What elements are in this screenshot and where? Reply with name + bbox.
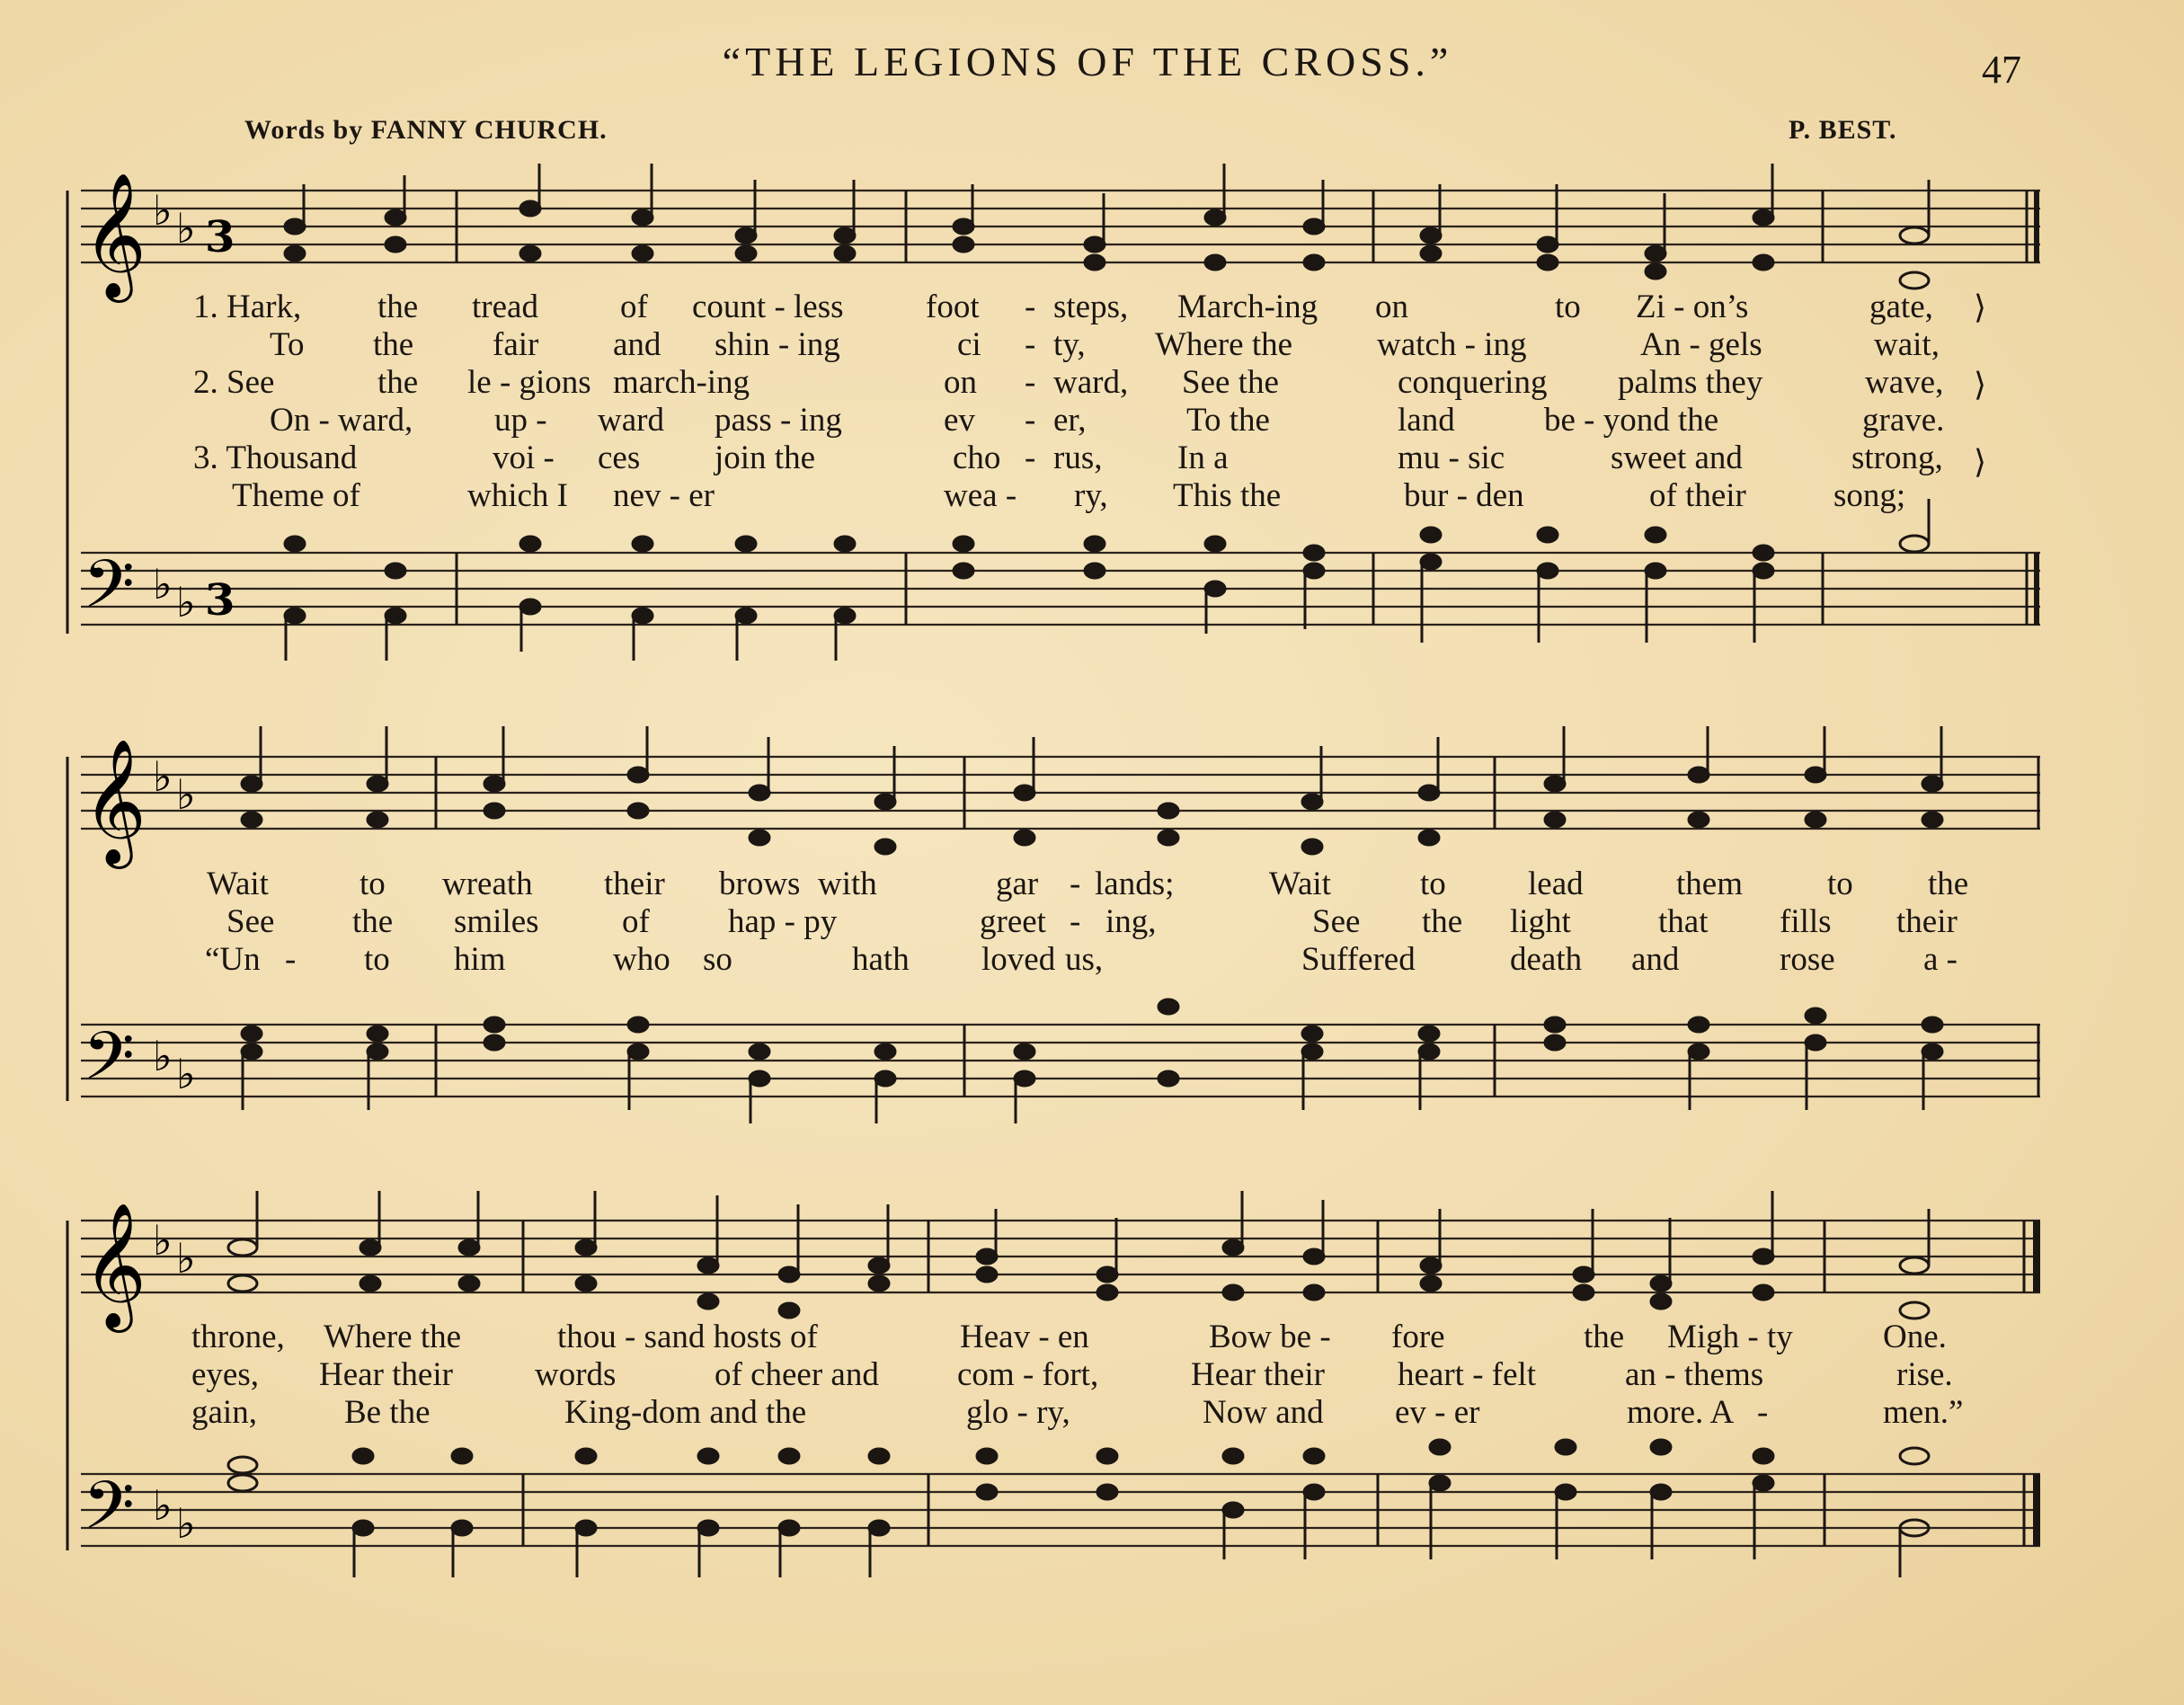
lyric-syllable: nev - er	[613, 477, 715, 514]
lyric-syllable: of their	[1649, 477, 1746, 514]
lyric-syllable: -	[1025, 402, 1036, 439]
lyric-syllable: march-ing	[613, 364, 750, 401]
lyric-syllable: bur - den	[1404, 477, 1524, 514]
lyric-syllable: ci	[957, 326, 981, 363]
lyric-syllable: Be the	[344, 1394, 431, 1431]
notes-treble-2	[242, 726, 1942, 854]
lyric-syllable: land	[1398, 402, 1455, 439]
lyric-syllable: glo - ry,	[966, 1394, 1070, 1431]
lyric-syllable: the	[377, 289, 419, 325]
lyric-syllable: lands;	[1095, 866, 1175, 902]
lyric-syllable: watch - ing	[1377, 326, 1527, 363]
lyric-syllable: ward,	[1053, 364, 1129, 401]
lyric-syllable: rise.	[1896, 1356, 1953, 1393]
lyric-syllable: Theme of	[232, 477, 360, 514]
flat-icon: ♭	[153, 186, 173, 235]
lyric-syllable: to	[1555, 289, 1581, 325]
lyric-syllable: To the	[1186, 402, 1270, 439]
lyric-syllable: words	[535, 1356, 617, 1393]
lyric-syllable: Hear their	[1191, 1356, 1325, 1393]
notes-treble-3	[228, 1191, 1929, 1319]
page-number: 47	[1982, 48, 2021, 92]
bass-clef-icon: 𝄢	[83, 1467, 135, 1561]
lyric-syllable: the	[377, 364, 419, 401]
verse-brace: ⟩	[1974, 444, 1987, 481]
lyric-syllable: wreath	[442, 866, 533, 902]
bass-clef-icon: 𝄢	[83, 1017, 135, 1112]
lyric-syllable: the	[1584, 1319, 1625, 1355]
lyric-syllable: heart - felt	[1398, 1356, 1537, 1393]
lyric-syllable: conquering	[1398, 364, 1548, 401]
lyric-syllable: -	[1757, 1394, 1769, 1431]
lyric-syllable: and	[1631, 941, 1680, 978]
lyric-syllable: shin - ing	[715, 326, 840, 363]
lyric-syllable: men.”	[1883, 1394, 1964, 1431]
lyric-syllable: Bow be -	[1209, 1319, 1331, 1355]
lyric-syllable: strong,	[1851, 440, 1943, 476]
treble-clef-icon: 𝄞	[83, 1203, 146, 1328]
lyric-syllable: -	[1070, 866, 1081, 902]
lyricist-credit: Words by FANNY CHURCH.	[244, 115, 608, 145]
lyric-syllable: See	[226, 903, 275, 940]
lyric-syllable: us,	[1065, 941, 1104, 978]
lyric-syllable: grave.	[1862, 402, 1945, 439]
lyric-syllable: mu - sic	[1398, 440, 1505, 476]
lyric-syllable: the	[1928, 866, 1969, 902]
flat-icon: ♭	[176, 204, 196, 253]
lyric-syllable: -	[1025, 364, 1036, 401]
lyric-syllable: rose	[1780, 941, 1835, 978]
hymn-title: “THE LEGIONS OF THE CROSS.”	[722, 39, 1453, 84]
lyric-syllable: ing,	[1105, 903, 1157, 940]
lyric-syllable: wea -	[944, 477, 1017, 514]
lyric-syllable: of cheer and	[715, 1356, 879, 1393]
lyric-syllable: Zi - on’s	[1636, 289, 1749, 325]
lyric-syllable: wait,	[1874, 326, 1940, 363]
lyric-syllable: An - gels	[1640, 326, 1762, 363]
lyric-syllable: greet	[980, 903, 1046, 940]
lyric-syllable: smiles	[454, 903, 539, 940]
lyric-syllable: to	[1827, 866, 1853, 902]
lyric-syllable: gar	[996, 866, 1039, 902]
flat-icon: ♭	[176, 578, 196, 626]
lyric-syllable: -	[1025, 326, 1036, 363]
lyric-syllable: ry,	[1074, 477, 1108, 514]
lyric-syllable: See	[1312, 903, 1361, 940]
verse-brace: ⟩	[1974, 367, 1987, 404]
lyric-syllable: light	[1510, 903, 1571, 940]
lyric-syllable: him	[454, 941, 506, 978]
lyric-syllable: ward	[598, 402, 664, 439]
lyric-syllable: who	[613, 941, 670, 978]
lyric-syllable: ev	[944, 402, 975, 439]
lyric-syllable: ev - er	[1395, 1394, 1480, 1431]
lyric-syllable: wave,	[1865, 364, 1944, 401]
flat-icon: ♭	[176, 770, 196, 819]
lyric-syllable: loved	[981, 941, 1056, 978]
lyric-syllable: palms they	[1618, 364, 1763, 401]
lyric-syllable: Heav - en	[960, 1319, 1089, 1355]
lyric-syllable: gate,	[1869, 289, 1933, 325]
lyric-syllable: Migh - ty	[1667, 1319, 1793, 1355]
lyric-syllable: Wait	[207, 866, 269, 902]
lyric-syllable: which I	[467, 477, 568, 514]
flat-icon: ♭	[176, 1499, 196, 1548]
lyric-syllable: 3. Thousand	[193, 440, 358, 476]
lyric-syllable: “Un	[205, 941, 261, 978]
lyric-syllable: eyes,	[191, 1356, 259, 1393]
lyric-syllable: the	[373, 326, 414, 363]
lyric-syllable: gain,	[191, 1394, 257, 1431]
flat-icon: ♭	[153, 1481, 173, 1530]
lyric-syllable: foot	[926, 289, 980, 325]
lyric-syllable: on	[1375, 289, 1408, 325]
flat-icon: ♭	[153, 752, 173, 801]
flat-icon: ♭	[153, 1032, 173, 1080]
flat-icon: ♭	[153, 560, 173, 608]
lyric-syllable: sweet and	[1611, 440, 1743, 476]
lyric-syllable: -	[285, 941, 297, 978]
lyric-syllable: rus,	[1053, 440, 1103, 476]
lyric-syllable: -	[1025, 440, 1036, 476]
lyric-syllable: them	[1676, 866, 1743, 902]
lyric-syllable: -	[1025, 289, 1036, 325]
lyric-syllable: March-ing	[1177, 289, 1318, 325]
time-signature: 3	[205, 575, 235, 626]
lyric-syllable: more. A	[1627, 1394, 1735, 1431]
lyric-syllable: One.	[1883, 1319, 1947, 1355]
lyric-syllable: cho	[953, 440, 1001, 476]
lyric-syllable: count - less	[692, 289, 844, 325]
bass-clef-icon: 𝄢	[83, 546, 135, 640]
lyric-syllable: and	[613, 326, 661, 363]
lyric-syllable: fore	[1391, 1319, 1445, 1355]
lyric-syllable: -	[1070, 903, 1081, 940]
lyric-syllable: join the	[715, 440, 816, 476]
lyric-syllable: their	[1896, 903, 1958, 940]
lyric-syllable: their	[604, 866, 665, 902]
lyric-syllable: In a	[1177, 440, 1229, 476]
bass-staff-3	[81, 1474, 2040, 1546]
lyric-syllable: This the	[1173, 477, 1282, 514]
time-signature: 3	[205, 212, 235, 262]
lyric-syllable: to	[360, 866, 386, 902]
lyric-syllable: to	[364, 941, 390, 978]
flat-icon: ♭	[176, 1050, 196, 1098]
lyric-syllable: tread	[472, 289, 538, 325]
lyric-syllable: on	[944, 364, 977, 401]
lyric-syllable: Where the	[324, 1319, 462, 1355]
lyric-syllable: an - thems	[1625, 1356, 1764, 1393]
lyric-syllable: er,	[1053, 402, 1087, 439]
lyric-syllable: ty,	[1053, 326, 1086, 363]
lyric-syllable: 2. See	[193, 364, 275, 401]
lyric-syllable: brows	[719, 866, 801, 902]
flat-icon: ♭	[153, 1216, 173, 1265]
lyric-syllable: of	[620, 289, 648, 325]
lyric-syllable: On - ward,	[270, 402, 413, 439]
lyric-syllable: Suffered	[1301, 941, 1416, 978]
treble-clef-icon: 𝄞	[83, 173, 146, 297]
treble-staff-1	[81, 191, 2040, 262]
bass-staff-1	[81, 553, 2040, 625]
lyric-syllable: a -	[1923, 941, 1958, 978]
flat-icon: ♭	[176, 1234, 196, 1283]
verse-brace: ⟩	[1974, 289, 1987, 326]
composer-credit: P. BEST.	[1789, 115, 1897, 145]
lyric-syllable: death	[1510, 941, 1583, 978]
lyric-syllable: pass - ing	[715, 402, 842, 439]
lyric-syllable: up -	[494, 402, 547, 439]
lyric-syllable: be - yond the	[1544, 402, 1719, 439]
lyric-syllable: com - fort,	[957, 1356, 1099, 1393]
lyric-syllable: Hear their	[319, 1356, 453, 1393]
lyric-syllable: so	[703, 941, 732, 978]
lyric-syllable: the	[352, 903, 394, 940]
lyric-syllable: ces	[598, 440, 641, 476]
lyric-syllable: the	[1422, 903, 1463, 940]
lyric-syllable: that	[1658, 903, 1709, 940]
lyric-syllable: steps,	[1053, 289, 1129, 325]
lyric-syllable: with	[818, 866, 877, 902]
lyric-syllable: Now and	[1203, 1394, 1324, 1431]
lyric-syllable: King-dom and the	[564, 1394, 807, 1431]
lyric-syllable: le - gions	[467, 364, 591, 401]
lyric-syllable: Wait	[1269, 866, 1331, 902]
notes-bass-1	[285, 499, 1929, 661]
lyric-syllable: to	[1420, 866, 1446, 902]
lyric-syllable: 1. Hark,	[193, 289, 302, 325]
lyric-syllable: fills	[1780, 903, 1832, 940]
lyric-syllable: voi -	[493, 440, 555, 476]
lyric-syllable: fair	[493, 326, 539, 363]
lyric-syllable: of	[622, 903, 650, 940]
treble-clef-icon: 𝄞	[83, 739, 146, 864]
lyric-syllable: lead	[1528, 866, 1584, 902]
lyric-syllable: Where the	[1155, 326, 1293, 363]
lyric-syllable: hath	[852, 941, 910, 978]
lyric-syllable: thou - sand hosts of	[557, 1319, 818, 1355]
lyric-syllable: song;	[1833, 477, 1906, 514]
notes-bass-3	[228, 1440, 1929, 1577]
lyric-syllable: throne,	[191, 1319, 285, 1355]
lyric-syllable: To	[270, 326, 305, 363]
lyric-syllable: hap - py	[728, 903, 838, 940]
lyric-syllable: See the	[1182, 364, 1279, 401]
